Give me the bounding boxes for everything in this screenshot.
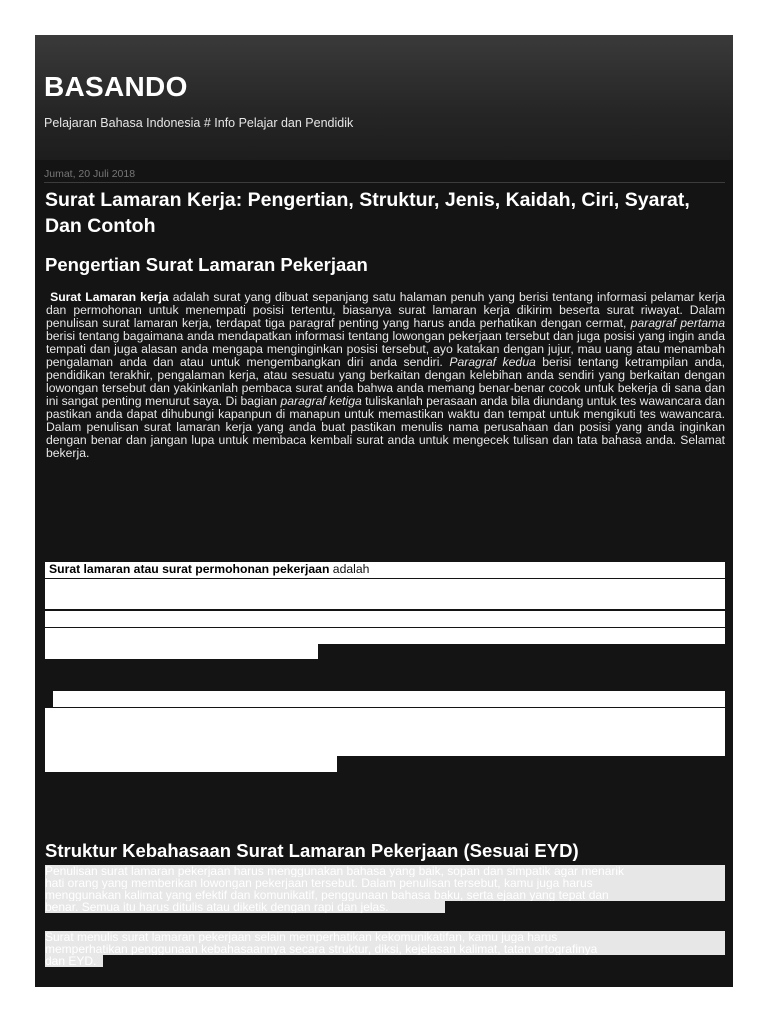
- blog-page: [35, 35, 733, 987]
- para-text-b: berisi tentang bagaimana anda mendapatkan informasi tentang lowongan pekerjaan tersebut dan juga posisi yang ingin anda tempati dan juga alasan anda mengapa menginginkan posisi tersebut, ayo katakan dengan jujur, mau uang atau menambah pengalaman anda dan atau untuk mengembangkan diri anda sendiri.: [46, 329, 725, 369]
- highlight-bar: [45, 611, 725, 627]
- pengertian-paragraph: [46, 291, 725, 460]
- definition-bold: Surat lamaran atau surat permohonan pekerjaan: [49, 562, 330, 576]
- section-heading-struktur: Struktur Kebahasaan Surat Lamaran Pekerjaan (Sesuai EYD): [45, 840, 579, 861]
- struktur-line: memperhatikan penggunaan kebahasaannya secara struktur, diksi, kejelasan kalimat, tatan ortografinya: [45, 943, 725, 955]
- highlight-bar: [45, 740, 725, 756]
- highlight-bar: [45, 756, 337, 772]
- definition-rest: adalah: [329, 562, 370, 576]
- highlight-bar: [45, 579, 725, 609]
- highlight-bar: [45, 708, 725, 724]
- para-bold-term: Surat Lamaran kerja: [50, 290, 169, 304]
- post-title[interactable]: Surat Lamaran Kerja: Pengertian, Struktur, Jenis, Kaidah, Ciri, Syarat, Dan Contoh: [45, 189, 690, 237]
- para-italic-1: paragraf pertama: [630, 316, 725, 330]
- blog-description: Pelajaran Bahasa Indonesia # Info Pelajar dan Pendidik: [44, 116, 354, 130]
- definition-line: [45, 562, 725, 578]
- para-text-d: tuliskanlah perasaan anda bila diundang untuk tes wawancara dan pastikan anda dapat dihubungi kapanpun di manapun untuk memastikan waktu dan tempat untuk mengikuti tes wawancara. Dalam penulisan surat lamaran kerja yang anda buat pastikan menulis nama perusahaan dan posisi yang anda inginkan dengan benar dan jangan lupa untuk membaca kembali surat anda untuk mengecek tulisan dan tata bahasa anda. Selamat bekerja.: [46, 394, 725, 460]
- post-date: Jumat, 20 Juli 2018: [44, 168, 725, 183]
- struktur-paragraph-1: [45, 865, 725, 913]
- blog-title[interactable]: BASANDO: [44, 71, 188, 102]
- para-italic-3: paragraf ketiga: [280, 394, 362, 408]
- para-text-a: adalah surat yang dibuat sepanjang satu halaman penuh yang berisi tentang informasi pelamar kerja dan permohonan untuk menempati posisi tertentu, biasanya surat lamaran kerja dikirim beserta surat riwayat. Dalam penulisan surat lamaran kerja, terdapat tiga paragraf penting yang harus anda perhatikan dengan cermat,: [46, 290, 725, 330]
- struktur-line: benar. Semua itu harus ditulis atau diketik dengan rapi dan jelas.: [45, 901, 445, 913]
- highlight-bar: [45, 724, 725, 740]
- highlight-bar: [53, 691, 725, 707]
- struktur-line: dan EYD.: [45, 955, 103, 967]
- highlight-bar: [45, 628, 725, 644]
- para-text-c: berisi tentang ketrampilan anda, pendidikan terakhir, pengalaman kerja, atau sesuatu yang berkaitan dengan kelebihan anda sendiri yang berkaitan dengan lowongan tersebut dan yakinkanlah pembaca surat anda bahwa anda memang benar-benar cocok untuk bekerja di sana dan ini sangat penting menurut saya. Di bagian: [46, 355, 726, 408]
- highlight-bar: [45, 643, 318, 659]
- struktur-line: menggunakan kalimat yang efektif dan komunikatif, penggunaan bahasa baku, serta ejaan yang tepat dan: [45, 889, 725, 901]
- struktur-paragraph-2: [45, 931, 725, 967]
- section-heading-pengertian: Pengertian Surat Lamaran Pekerjaan: [45, 254, 368, 275]
- struktur-line: Penulisan surat lamaran pekerjaan harus menggunakan bahasa yang baik, sopan dan simpatik agar menarik: [45, 865, 725, 877]
- blog-header: [35, 35, 733, 160]
- para-italic-2: Paragraf kedua: [449, 355, 536, 369]
- struktur-line: Surat menulis surat lamaran pekerjaan selain memperhatikan kekomunikatifan, kamu juga harus: [45, 931, 725, 943]
- struktur-line: hati orang yang memberikan lowongan pekerjaan tersebut. Dalam penulisan tersebut, kamu juga harus: [45, 877, 725, 889]
